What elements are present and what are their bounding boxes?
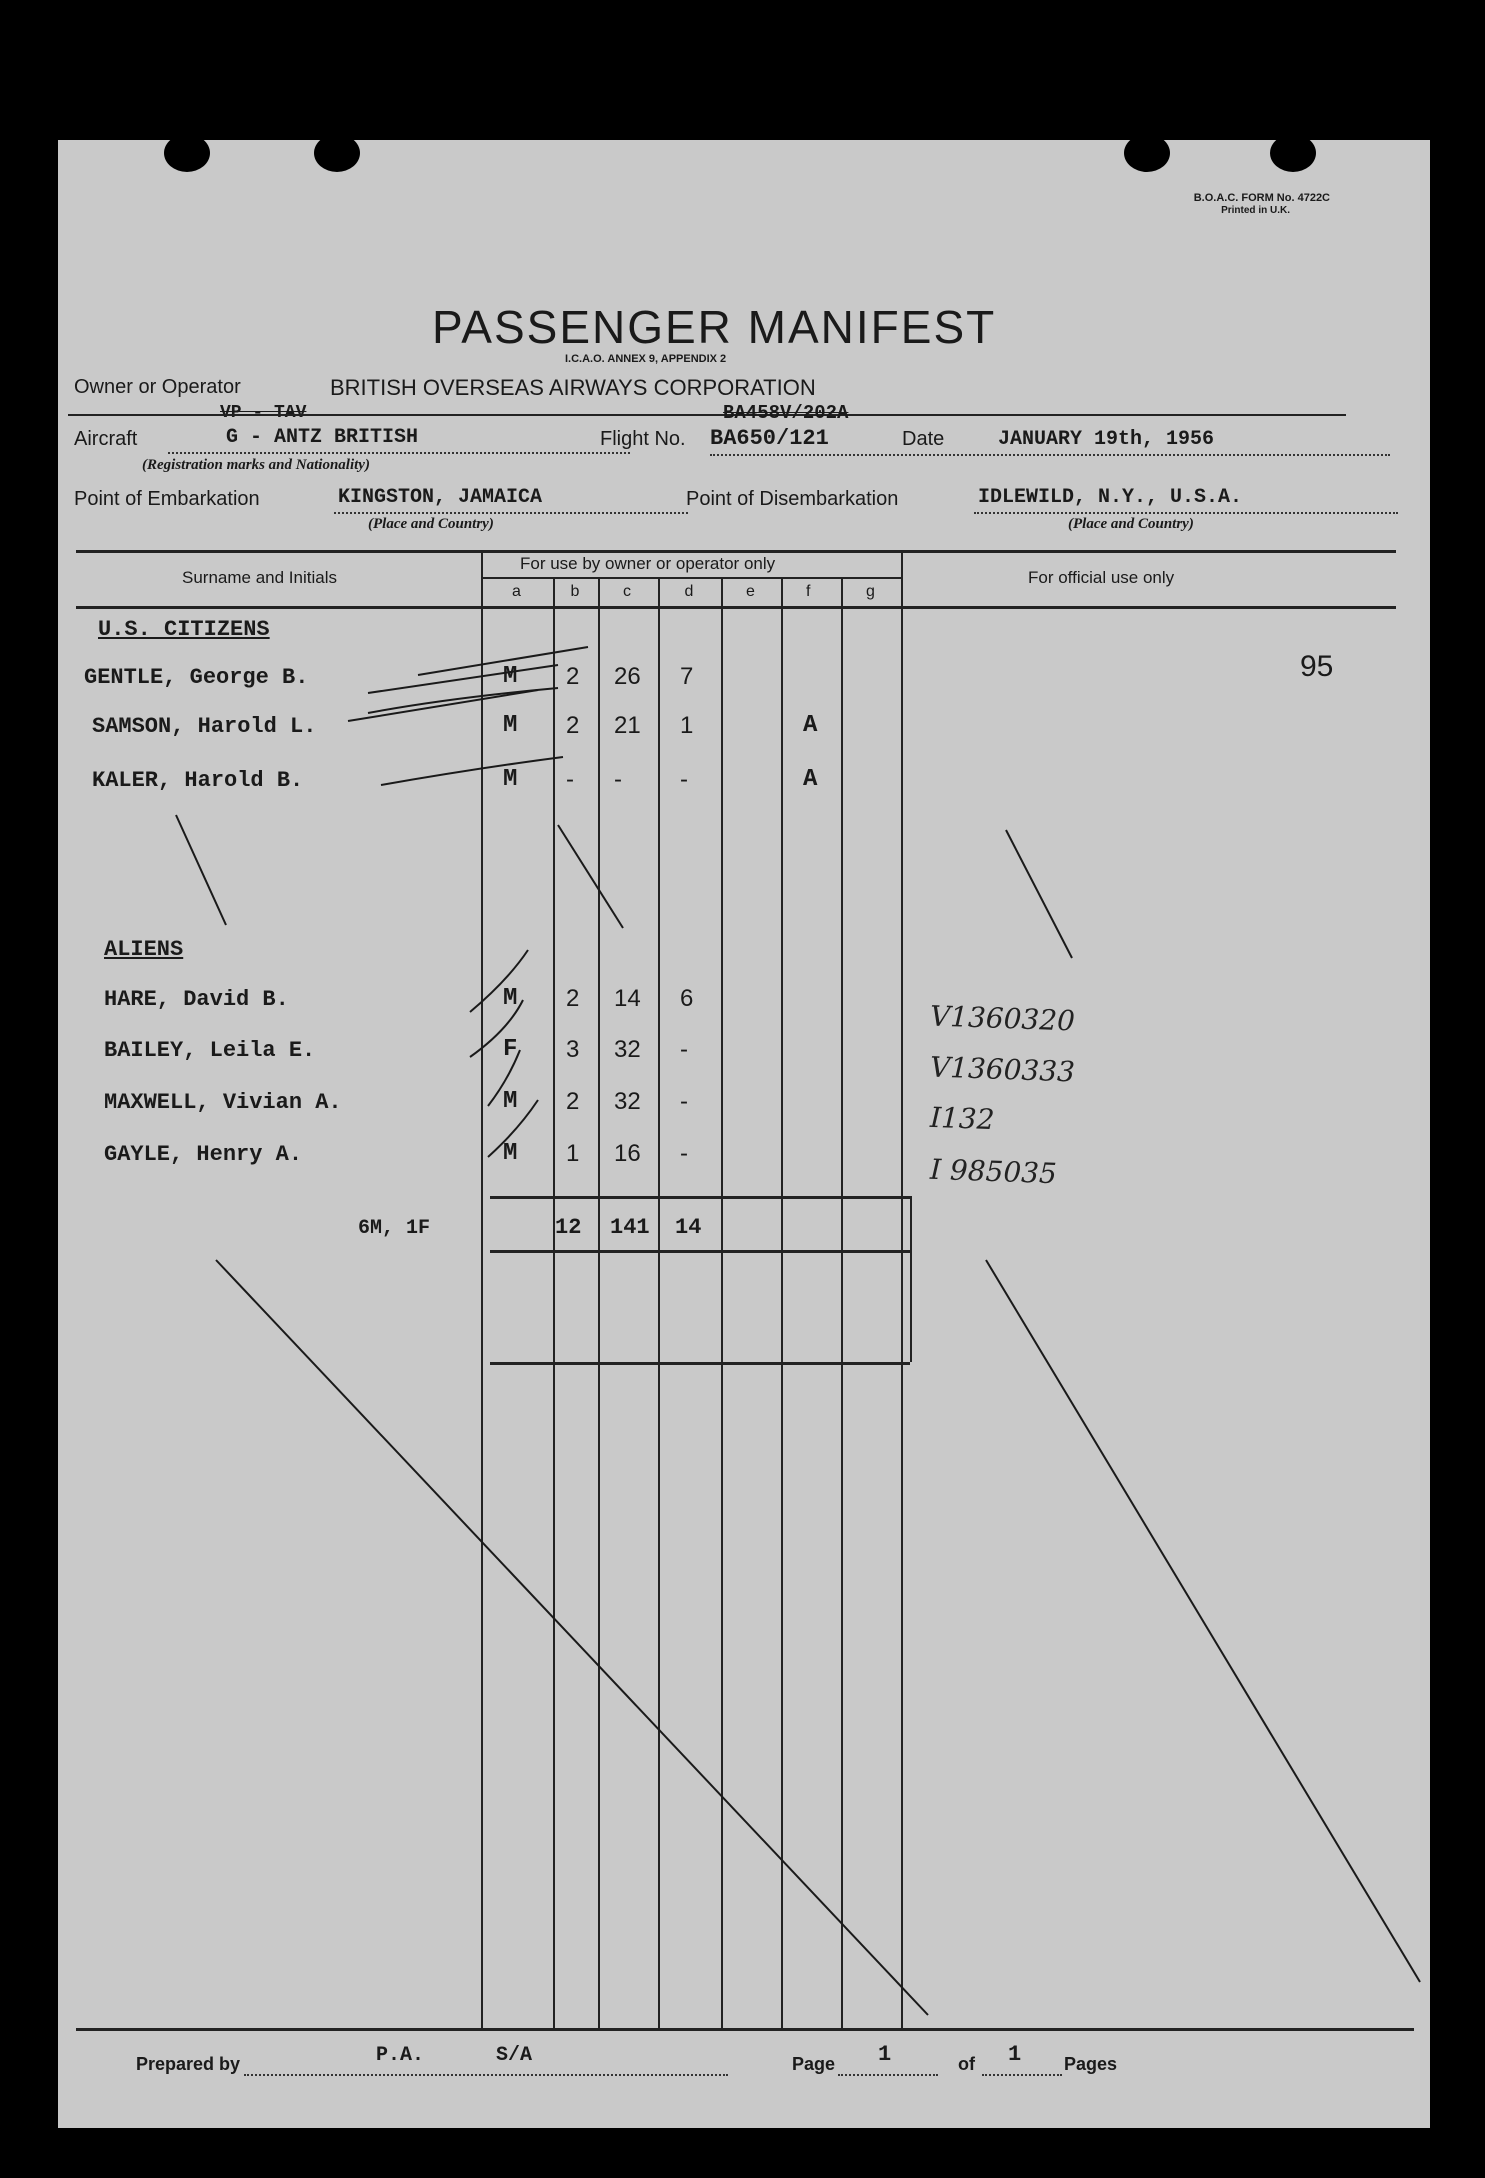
official-note: V1360320 (929, 999, 1076, 1038)
section-heading: U.S. CITIZENS (98, 617, 270, 642)
embark-value: KINGSTON, JAMAICA (338, 486, 543, 509)
cell-d: - (680, 1036, 688, 1063)
cell-c: - (614, 766, 622, 793)
strike-lines (58, 140, 1430, 2128)
prepared-label: Prepared by (136, 2054, 241, 2074)
aircraft-label: Aircraft (74, 428, 138, 450)
embark-label: Point of Embarkation (74, 488, 260, 510)
cell-c: 16 (614, 1140, 641, 1167)
of-value: 1 (1008, 2042, 1022, 2067)
prepared-value: P.A. S/A (376, 2044, 533, 2067)
cell-c: 21 (614, 712, 641, 739)
col-letter: f (806, 583, 811, 600)
owner-label: Owner or Operator (74, 376, 241, 398)
col-letter: d (684, 583, 694, 600)
passenger-name: BAILEY, Leila E. (104, 1038, 316, 1063)
form-code: B.O.A.C. FORM No. 4722C (1193, 192, 1330, 204)
col-official-header: For official use only (1028, 568, 1175, 587)
cell-a: M (503, 985, 518, 1012)
aircraft-value: G - ANTZ BRITISH (226, 426, 419, 449)
cell-b: 2 (566, 985, 580, 1012)
flight-label: Flight No. (600, 428, 686, 450)
disembark-note: (Place and Country) (1068, 516, 1194, 532)
cell-c: 14 (614, 985, 641, 1012)
col-letter: b (570, 583, 580, 600)
passenger-name: MAXWELL, Vivian A. (104, 1090, 342, 1115)
col-surname-header: Surname and Initials (182, 568, 337, 587)
cell-c: 32 (614, 1036, 641, 1063)
printed-in: Printed in U.K. (1221, 205, 1290, 216)
passenger-name: SAMSON, Harold L. (92, 714, 317, 739)
cell-b: 1 (566, 1140, 580, 1167)
cell-b: 3 (566, 1036, 580, 1063)
col-owner-use-header: For use by owner or operator only (520, 554, 776, 573)
passenger-name: GENTLE, George B. (84, 665, 309, 690)
embark-note: (Place and Country) (368, 516, 494, 532)
pages-label: Pages (1064, 2054, 1118, 2074)
cell-b: 2 (566, 712, 580, 739)
page-value: 1 (878, 2042, 892, 2067)
col-letter: g (866, 583, 875, 600)
totals-c: 141 (610, 1215, 650, 1240)
cell-a: M (503, 712, 518, 739)
margin-number: 95 (1300, 650, 1334, 683)
page-label: Page (792, 2054, 836, 2074)
flight-value: BA650/121 (710, 426, 829, 451)
owner-value: BRITISH OVERSEAS AIRWAYS CORPORATION (330, 375, 816, 400)
passenger-name: GAYLE, Henry A. (104, 1142, 303, 1167)
prepared-dotline (244, 2074, 728, 2076)
official-note: I 985035 (929, 1152, 1058, 1191)
cell-b: - (566, 766, 574, 793)
col-letter: e (746, 583, 755, 600)
cell-c: 26 (614, 663, 641, 690)
flight-struck: BA458V/202A (723, 402, 849, 424)
cell-f: A (803, 712, 818, 739)
of-dotline (982, 2074, 1062, 2076)
totals-d: 14 (675, 1215, 702, 1240)
cell-a: F (503, 1036, 518, 1063)
cell-d: 6 (680, 985, 694, 1012)
section-heading: ALIENS (104, 937, 184, 962)
official-note: V1360333 (929, 1050, 1076, 1089)
page-title: PASSENGER MANIFEST (432, 301, 997, 353)
passenger-name: HARE, David B. (104, 987, 289, 1012)
cell-d: 1 (680, 712, 694, 739)
cell-c: 32 (614, 1088, 641, 1115)
page-subtitle: I.C.A.O. ANNEX 9, APPENDIX 2 (565, 353, 727, 365)
cell-d: - (680, 1088, 688, 1115)
disembark-value: IDLEWILD, N.Y., U.S.A. (978, 486, 1243, 509)
manifest-sheet (58, 140, 1430, 2128)
cell-a: M (503, 1140, 518, 1167)
cell-b: 2 (566, 663, 580, 690)
aircraft-struck: VP - TAV (220, 403, 307, 423)
date-label: Date (902, 428, 945, 450)
cell-b: 2 (566, 1088, 580, 1115)
date-value: JANUARY 19th, 1956 (998, 428, 1215, 451)
cell-a: M (503, 663, 518, 690)
cell-d: 7 (680, 663, 694, 690)
aircraft-note: (Registration marks and Nationality) (142, 457, 370, 473)
cell-a: M (503, 766, 518, 793)
cell-f: A (803, 766, 818, 793)
cell-a: M (503, 1088, 518, 1115)
disembark-label: Point of Disembarkation (686, 488, 899, 510)
totals-label: 6M, 1F (358, 1217, 431, 1240)
page-dotline (838, 2074, 938, 2076)
col-letter: a (512, 583, 521, 600)
totals-b: 12 (555, 1215, 582, 1240)
cell-d: - (680, 766, 688, 793)
cell-d: - (680, 1140, 688, 1167)
official-note: I132 (929, 1100, 996, 1137)
col-letter: c (623, 583, 631, 600)
footer-line (76, 2028, 1414, 2031)
passenger-name: KALER, Harold B. (92, 768, 304, 793)
of-label: of (958, 2054, 975, 2074)
